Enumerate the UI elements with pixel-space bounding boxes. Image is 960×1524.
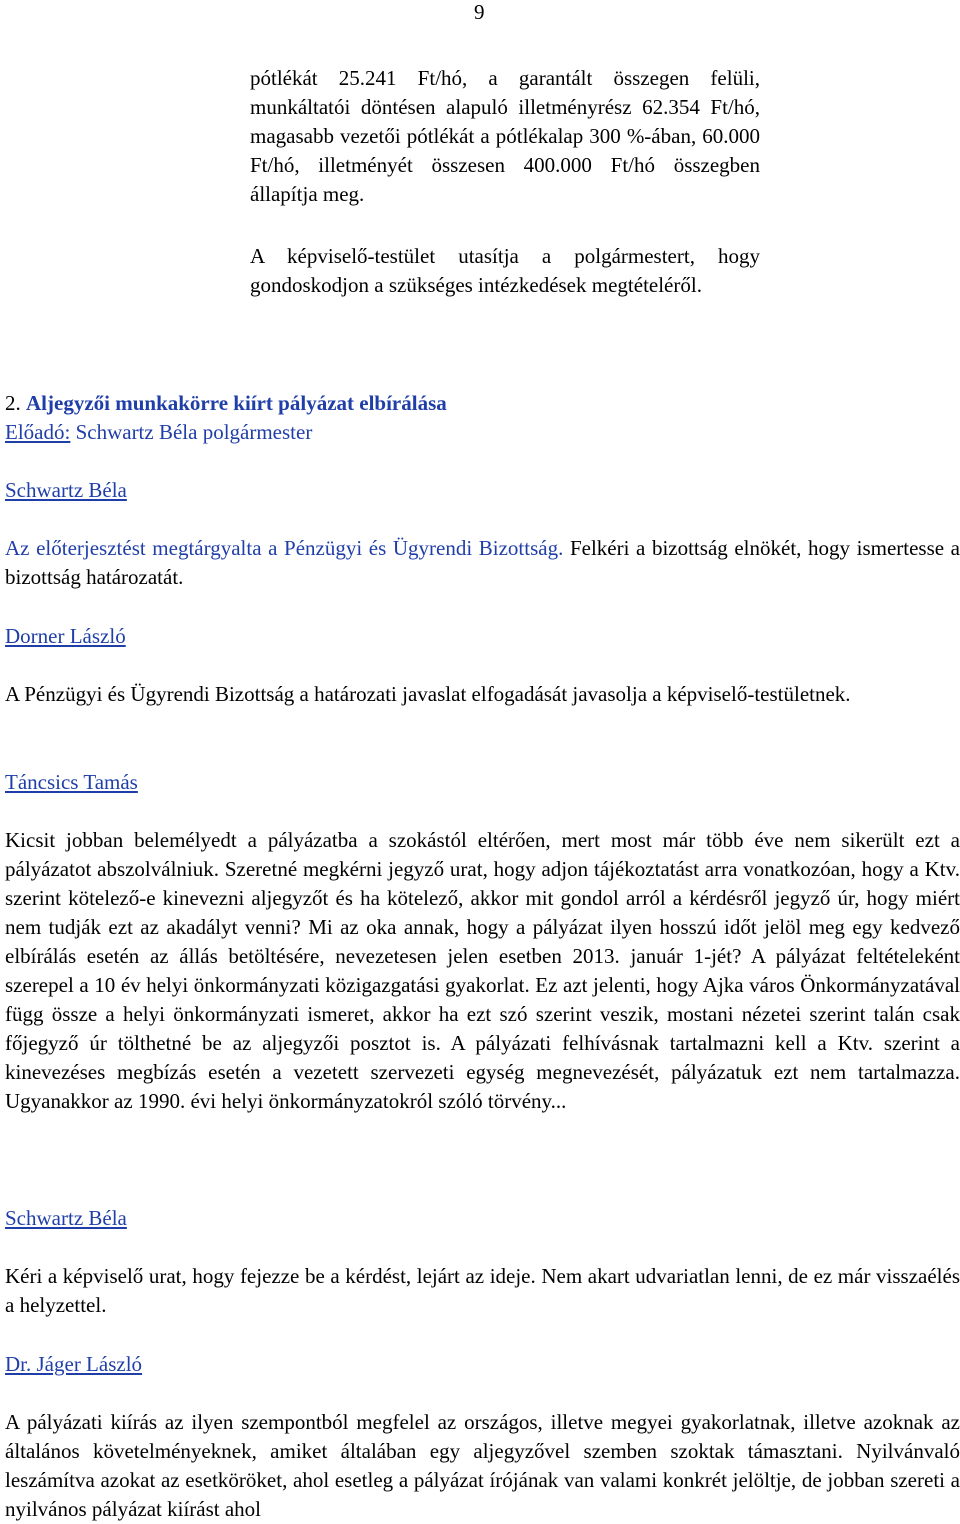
speech-text: A pályázati kiírás az ilyen szempontból megfelel az országos, illetve megyei gyakorlatnak, illetve azoknak az általános követelményeknek, amiket általában egy aljegyzővel szemben szoktak támasztani. Nyilvánvaló leszámítva azokat az esetköröket, ahol esetleg a pályázat írójának van valami konkrét jelöltje, de jobban szereti a nyilvános pályázat kiírást ahol — [5, 1410, 960, 1521]
page-number: 9 — [474, 0, 485, 24]
speaker-name: Táncsics Tamás — [5, 770, 138, 794]
speech-text: Kéri a képviselő urat, hogy fejezze be a kérdést, lejárt az ideje. Nem akart udvariatlan lenni, de ez már visszaélés a helyzettel. — [5, 1264, 960, 1317]
presenter-name: Schwartz Béla polgármester — [70, 420, 313, 444]
agenda-item-number: 2. — [5, 391, 21, 415]
resolution-text-paragraph: pótlékát 25.241 Ft/hó, a garantált összegen felüli, munkáltatói döntésen alapuló illetményrész 62.354 Ft/hó, magasabb vezetői pótlékát a pótlékalap 300 %-ában, 60.000 Ft/hó, illetményét összesen 400.000 Ft/hó összegben állapítja meg. — [250, 66, 760, 206]
agenda-item-presenter — [5, 418, 960, 447]
agenda-item-heading — [5, 389, 960, 447]
speaker-name: Dr. Jáger László — [5, 1352, 143, 1376]
speaker-name: Schwartz Béla — [5, 1206, 127, 1230]
speaker-name: Schwartz Béla — [5, 478, 127, 502]
speaker-name: Dorner László — [5, 624, 126, 648]
speech-text — [5, 534, 960, 592]
presenter-label: Előadó: — [5, 420, 71, 444]
agenda-item-title-line — [5, 389, 960, 418]
agenda-item-title: Aljegyzői munkakörre kiírt pályázat elbírálása — [26, 391, 447, 415]
resolution-instruction-paragraph: A képviselő-testület utasítja a polgármestert, hogy gondoskodjon a szükséges intézkedések megtételéről. — [250, 244, 760, 297]
speech-text-part: Felkéri a bizottság elnökét, hogy ismertesse a bizottság határozatát. — [5, 536, 960, 589]
speech-text: Kicsit jobban belemélyedt a pályázatba a szokástól eltérően, mert most már több éve nem sikerült ezt a pályázatot abszolválniuk. Szeretné megkérni jegyző urat, hogy adjon tájékoztatást arra vonatkozóan, hogy a Ktv. szerint kötelező-e kinevezni aljegyzőt és ha kötelező, akkor mit gondol arról a kérdésről jegyző úr, hogy miért nem tudják ezt az akadályt venni? Mi az oka annak, hogy a pályázat ilyen hosszú időt jelöl meg egy kedvező elbírálás esetén az állás betöltésére, nevezetesen jelen esetben 2013. január 1-jét? A pályázat feltételeként szerepel a 10 év helyi önkormányzati közigazgatási gyakorlat. Ez azt jelenti, hogy Ajka város Önkormányzatával függ össze a helyi önkormányzati ismeret, akkor ha ezt szó szerint veszik, mostani nézetei szerint talán csak főjegyző úr tölthetné be az aljegyzői posztot is. A pályázati felhívásnak tartalmazni kell a Ktv. szerint a kinevezéses megbízás esetén a vezetett szervezeti egység megnevezését, pályázatuk ezt nem tartalmazza. Ugyanakkor az 1990. évi helyi önkormányzatokról szóló törvény... — [5, 828, 960, 1113]
speech-text: A Pénzügyi és Ügyrendi Bizottság a határozati javaslat elfogadását javasolja a képviselő-testületnek. — [5, 682, 851, 706]
speech-text-part: Az előterjesztést megtárgyalta a Pénzügyi és Ügyrendi Bizottság. — [5, 536, 564, 560]
